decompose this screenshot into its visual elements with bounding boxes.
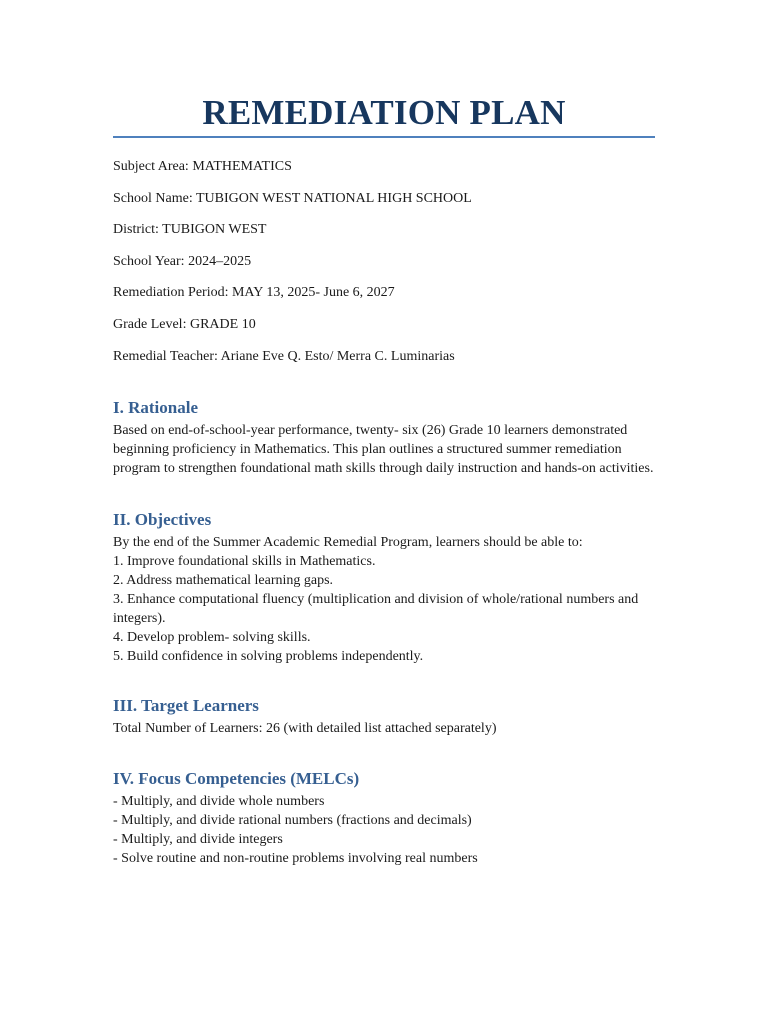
meta-value: TUBIGON WEST bbox=[162, 222, 267, 238]
meta-grade-level bbox=[113, 316, 655, 333]
title-underline bbox=[113, 136, 655, 138]
section-heading: II. Objectives bbox=[113, 510, 212, 529]
meta-value: 2024–2025 bbox=[188, 253, 252, 269]
document-title: REMEDIATION PLAN bbox=[202, 93, 566, 132]
objective-item: 1. Improve foundational skills in Mathematics. bbox=[113, 554, 376, 569]
competency-item: - Multiply, and divide rational numbers (fractions and decimals) bbox=[113, 813, 472, 828]
competencies-list bbox=[113, 792, 655, 868]
meta-value: Ariane Eve Q. Esto/ Merra C. Luminarias bbox=[220, 348, 455, 364]
target-learners-text: Total Number of Learners: 26 (with detailed list attached separately) bbox=[113, 721, 497, 736]
meta-value: MATHEMATICS bbox=[192, 159, 292, 174]
section-objectives bbox=[113, 510, 655, 666]
objectives-list bbox=[113, 533, 655, 666]
objectives-intro: By the end of the Summer Academic Remedial Program, learners should be able to: bbox=[113, 535, 583, 550]
meta-school-year bbox=[113, 253, 655, 270]
meta-remedial-teacher bbox=[113, 348, 655, 365]
document-info-block bbox=[113, 158, 655, 365]
objective-item: 2. Address mathematical learning gaps. bbox=[113, 573, 334, 588]
section-heading: I. Rationale bbox=[113, 398, 198, 417]
competency-item: - Multiply, and divide whole numbers bbox=[113, 794, 325, 809]
section-target-learners bbox=[113, 696, 655, 738]
rationale-paragraph: Based on end-of-school-year performance, twenty- six (26) Grade 10 learners demonstrated beginning proficiency in Mathematics. This plan outlines a structured summer remediation program to strengthen foundational math skills through daily instruction and hands-on activities. bbox=[113, 423, 654, 476]
section-focus-competencies bbox=[113, 769, 655, 868]
meta-school-name bbox=[113, 190, 655, 207]
meta-remediation-period bbox=[113, 284, 655, 301]
meta-label: School Year: bbox=[113, 253, 189, 269]
competency-item: - Multiply, and divide integers bbox=[113, 832, 283, 847]
meta-label: Remediation Period: bbox=[113, 285, 232, 301]
section-heading: IV. Focus Competencies (MELCs) bbox=[113, 769, 360, 788]
meta-label: Remedial Teacher: bbox=[113, 348, 221, 364]
section-heading: III. Target Learners bbox=[113, 696, 259, 715]
meta-value: TUBIGON WEST NATIONAL HIGH SCHOOL bbox=[195, 190, 472, 206]
objective-item: 5. Build confidence in solving problems independently. bbox=[113, 649, 424, 664]
document-page bbox=[113, 0, 655, 866]
meta-district bbox=[113, 221, 655, 238]
section-rationale bbox=[113, 398, 655, 478]
meta-value: GRADE 10 bbox=[189, 316, 256, 332]
meta-subject-area bbox=[113, 158, 655, 175]
meta-label: Grade Level: bbox=[113, 316, 190, 332]
objective-item: 4. Develop problem- solving skills. bbox=[113, 630, 311, 645]
competency-item: - Solve routine and non-routine problems involving real numbers bbox=[113, 851, 478, 866]
meta-label: Subject Area: bbox=[113, 159, 193, 174]
meta-value: MAY 13, 2025- June 6, 2027 bbox=[231, 285, 395, 301]
objective-item: 3. Enhance computational fluency (multiplication and division of whole/rational numbers and integers). bbox=[113, 592, 639, 626]
meta-label: District: bbox=[113, 222, 163, 238]
meta-label: School Name: bbox=[113, 190, 196, 206]
